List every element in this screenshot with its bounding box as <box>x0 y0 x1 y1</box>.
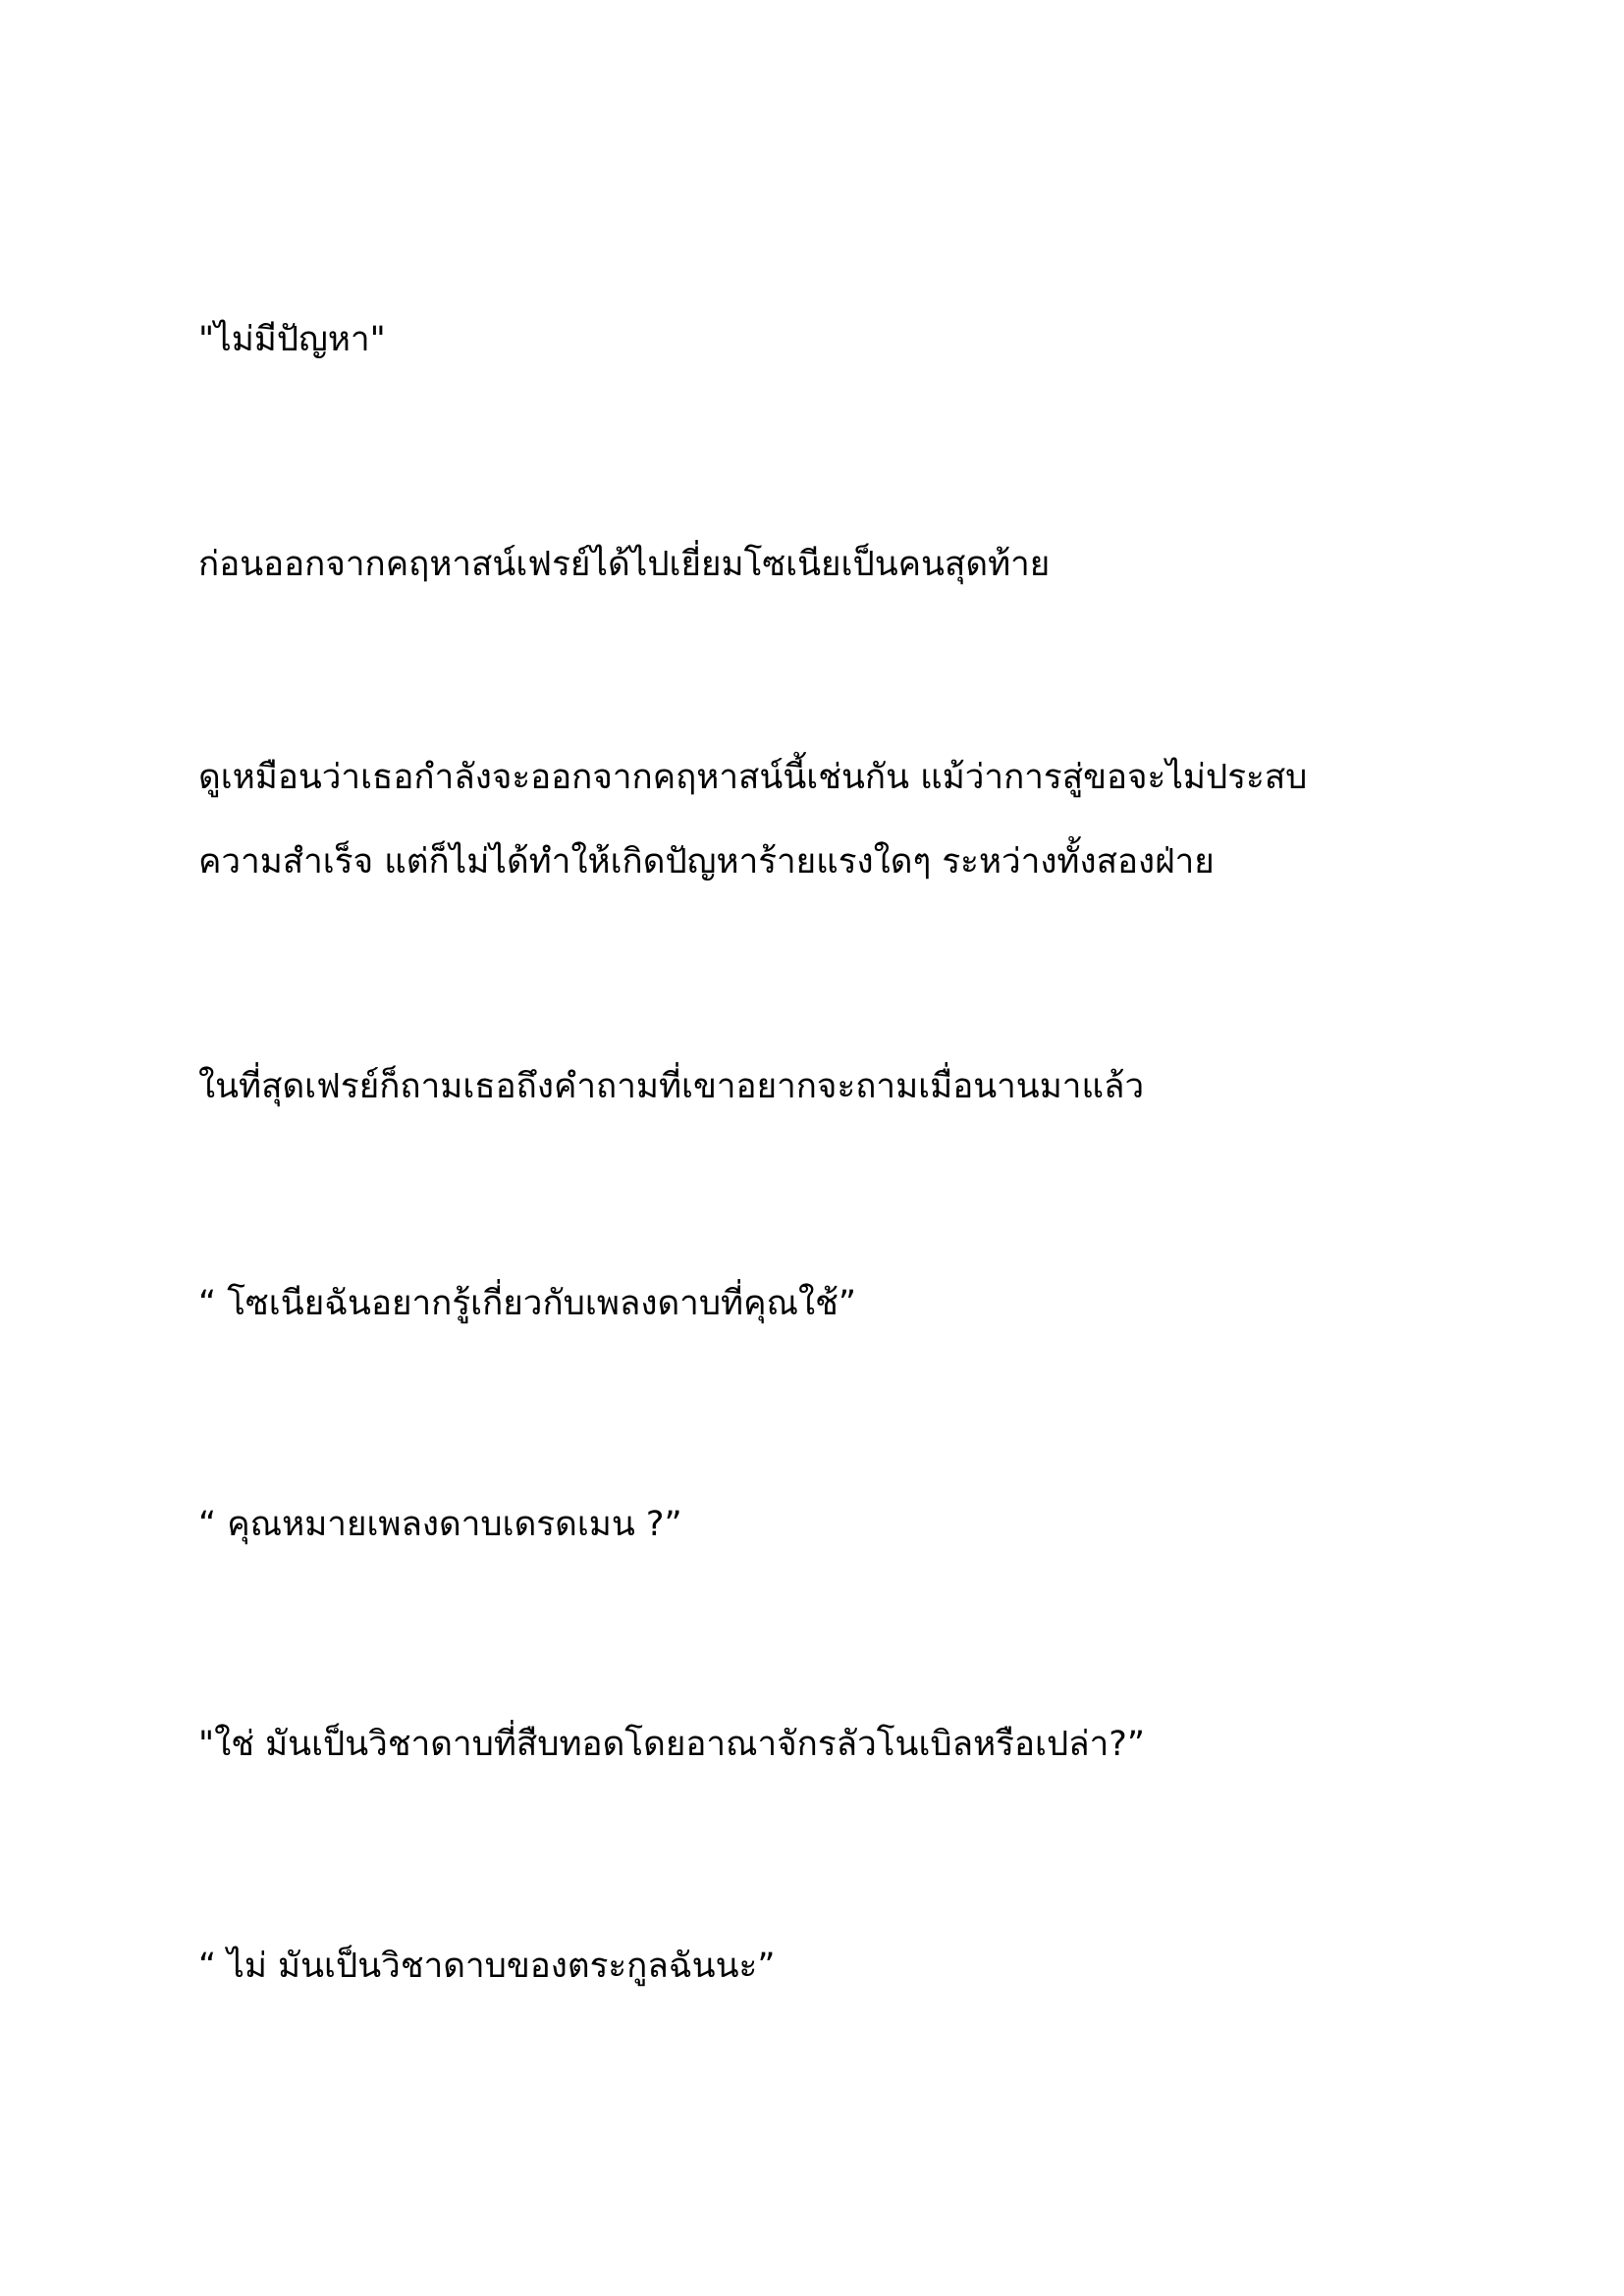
text-line-1: "ไม่มีปัญหา" <box>198 320 386 359</box>
text-line-3: ดูเหมือนว่าเธอกำลังจะออกจากคฤหาสน์นี้เช่นกัน แม้ว่าการสู่ขอจะไม่ประสบ <box>198 758 1308 797</box>
text-line-2: ก่อนออกจากคฤหาสน์เฟรย์ได้ไปเยี่ยมโซเนียเป็นคนสุดท้าย <box>198 545 1051 584</box>
text-line-7: “ คุณหมายเพลงดาบเดรดเมน ?” <box>198 1505 682 1544</box>
text-line-4: ความสำเร็จ แต่ก็ไม่ได้ทำให้เกิดปัญหาร้ายแรงใดๆ ระหว่างทั้งสองฝ่าย <box>198 842 1215 881</box>
text-line-9: “ ไม่ มันเป็นวิชาดาบของตระกูลฉันนะ” <box>198 1947 776 1986</box>
text-line-8: "ใช่ มันเป็นวิชาดาบที่สืบทอดโดยอาณาจักรลัวโนเบิลหรือเปล่า?” <box>198 1725 1145 1764</box>
text-line-6: “ โซเนียฉันอยากรู้เกี่ยวกับเพลงดาบที่คุณใช้” <box>198 1284 856 1323</box>
text-line-5: ในที่สุดเฟรย์ก็ถามเธอถึงคำถามที่เขาอยากจะถามเมื่อนานมาแล้ว <box>198 1067 1145 1106</box>
